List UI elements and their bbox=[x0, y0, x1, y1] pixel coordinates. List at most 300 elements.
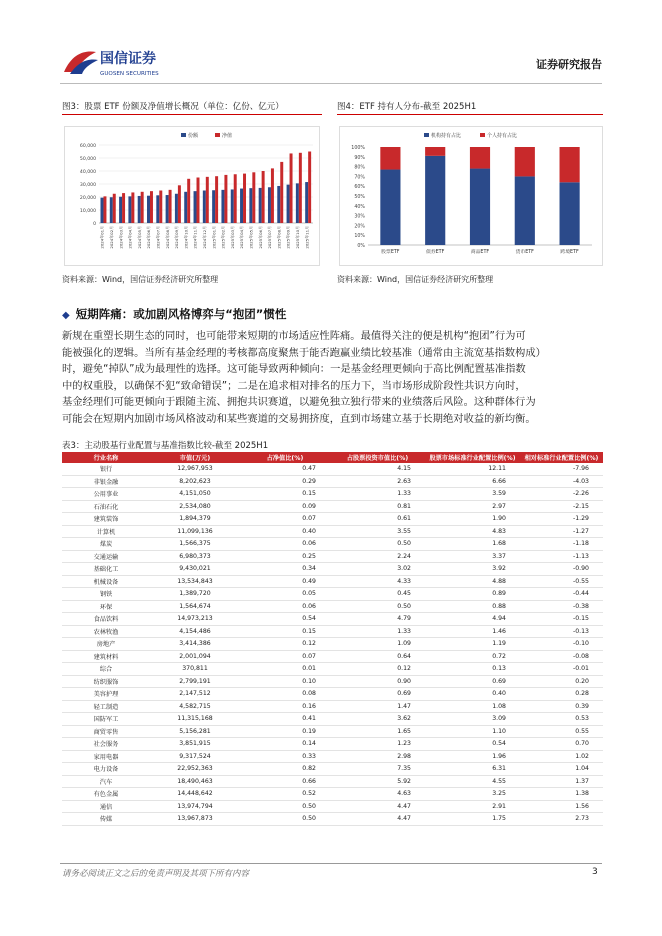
share-bar bbox=[305, 182, 308, 223]
institution-share-bar bbox=[515, 176, 535, 245]
value-cell: 14,448,642 bbox=[150, 788, 240, 801]
share-bar bbox=[184, 192, 187, 223]
value-cell: 4.79 bbox=[330, 613, 425, 626]
y-tick-label: 20% bbox=[354, 224, 365, 230]
legend-swatch bbox=[480, 133, 485, 137]
value-cell: 4.94 bbox=[425, 613, 520, 626]
value-cell: 1.33 bbox=[330, 625, 425, 638]
nav-bar bbox=[141, 192, 144, 223]
value-cell: 1,389,720 bbox=[150, 588, 240, 601]
table-row bbox=[62, 638, 603, 651]
value-cell: -0.44 bbox=[520, 588, 603, 601]
value-cell: 0.72 bbox=[425, 650, 520, 663]
value-cell: 0.39 bbox=[520, 700, 603, 713]
industry-name-cell: 环保 bbox=[62, 600, 150, 613]
x-tick-label: 2024年06月 bbox=[146, 226, 152, 249]
y-tick-label: 70% bbox=[354, 175, 365, 181]
x-tick-label: 2025年04月 bbox=[239, 226, 245, 249]
value-cell: -0.01 bbox=[520, 663, 603, 676]
table-row bbox=[62, 663, 603, 676]
value-cell: 2.73 bbox=[520, 813, 603, 826]
x-tick-label: 2025年09月 bbox=[285, 226, 291, 249]
table-title: 表3：主动股基行业配置与基准指数比较-截至 2025H1 bbox=[62, 441, 269, 451]
value-cell: 0.14 bbox=[240, 738, 330, 751]
value-cell: -0.13 bbox=[520, 625, 603, 638]
value-cell: 6.31 bbox=[425, 763, 520, 776]
col-header: 行业名称 bbox=[62, 452, 150, 463]
value-cell: 0.54 bbox=[240, 613, 330, 626]
value-cell: 3.25 bbox=[425, 788, 520, 801]
value-cell: 0.88 bbox=[425, 600, 520, 613]
value-cell: 1.08 bbox=[425, 700, 520, 713]
nav-bar bbox=[131, 192, 134, 223]
footer-divider bbox=[60, 863, 602, 864]
value-cell: 0.12 bbox=[240, 638, 330, 651]
value-cell: -0.90 bbox=[520, 563, 603, 576]
col-header: 市值(万元) bbox=[150, 452, 240, 463]
value-cell: 0.50 bbox=[240, 800, 330, 813]
value-cell: 0.07 bbox=[240, 513, 330, 526]
table-row bbox=[62, 688, 603, 701]
share-bar bbox=[166, 195, 169, 223]
x-tick-label: 2025年11月 bbox=[304, 226, 310, 249]
value-cell: 0.64 bbox=[330, 650, 425, 663]
value-cell: 0.53 bbox=[520, 713, 603, 726]
x-tick-label: 2025年03月 bbox=[229, 226, 235, 249]
table-row bbox=[62, 713, 603, 726]
y-tick-label: 80% bbox=[354, 165, 365, 171]
value-cell: 3,851,915 bbox=[150, 738, 240, 751]
y-tick-label: 40,000 bbox=[79, 170, 96, 175]
fig3-chart-frame bbox=[64, 126, 320, 266]
industry-name-cell: 汽车 bbox=[62, 775, 150, 788]
share-bar bbox=[259, 188, 262, 223]
value-cell: 4.63 bbox=[330, 788, 425, 801]
value-cell: 2,799,191 bbox=[150, 675, 240, 688]
value-cell: 1.37 bbox=[520, 775, 603, 788]
fig4-source: 资料来源：Wind，国信证券经济研究所整理 bbox=[337, 275, 494, 284]
share-bar bbox=[203, 191, 206, 224]
value-cell: 0.50 bbox=[240, 813, 330, 826]
nav-bar bbox=[262, 171, 265, 223]
industry-allocation-table bbox=[62, 452, 603, 826]
value-cell: 0.34 bbox=[240, 563, 330, 576]
brand-logo-mark bbox=[62, 44, 178, 80]
value-cell: -4.03 bbox=[520, 475, 603, 488]
x-tick-label: 2024年12月 bbox=[202, 226, 207, 249]
share-bar bbox=[147, 196, 150, 223]
industry-name-cell: 建筑材料 bbox=[62, 650, 150, 663]
table-row bbox=[62, 500, 603, 513]
value-cell: 22,952,363 bbox=[150, 763, 240, 776]
x-tick-label: 2024年02月 bbox=[108, 226, 114, 249]
value-cell: 0.16 bbox=[240, 700, 330, 713]
y-tick-label: 10% bbox=[354, 234, 365, 240]
industry-name-cell: 农林牧渔 bbox=[62, 625, 150, 638]
x-tick-label: 2025年08月 bbox=[276, 226, 282, 249]
table-row bbox=[62, 588, 603, 601]
institution-share-bar bbox=[470, 169, 490, 245]
value-cell: 13,974,794 bbox=[150, 800, 240, 813]
paragraph-line: 中的权重股，以确保不犯“致命错误”；二是在追求相对排名的压力下，当市场形成阶段性共识方向时， bbox=[62, 379, 526, 392]
col-header: 股票市场标准行业配置比例(%) bbox=[425, 452, 520, 463]
share-bar bbox=[287, 185, 290, 223]
value-cell: 3.62 bbox=[330, 713, 425, 726]
nav-bar bbox=[169, 190, 172, 223]
value-cell: 3.59 bbox=[425, 488, 520, 501]
share-bar bbox=[296, 183, 299, 223]
col-header: 相对标准行业配置比例(%) bbox=[520, 452, 603, 463]
value-cell: 13,967,873 bbox=[150, 813, 240, 826]
value-cell: 1,894,379 bbox=[150, 513, 240, 526]
value-cell: 4.83 bbox=[425, 525, 520, 538]
individual-share-bar bbox=[515, 147, 535, 176]
value-cell: 13,534,843 bbox=[150, 575, 240, 588]
value-cell: 4.15 bbox=[330, 463, 425, 475]
value-cell: 3.37 bbox=[425, 550, 520, 563]
share-bar bbox=[110, 197, 113, 223]
table-row bbox=[62, 550, 603, 563]
legend-swatch bbox=[181, 133, 186, 137]
table-row bbox=[62, 563, 603, 576]
fig3-title: 图3：股票 ETF 份额及净值增长概况（单位：亿份、亿元） bbox=[62, 102, 284, 112]
value-cell: 0.66 bbox=[240, 775, 330, 788]
value-cell: 1,564,674 bbox=[150, 600, 240, 613]
y-tick-label: 0% bbox=[357, 244, 365, 249]
paragraph-line: 可能会在短期内加剧市场风格波动和某些赛道的交易拥挤度，直到市场建立基于长期绝对收益的新均衡。 bbox=[62, 412, 536, 425]
table-row bbox=[62, 813, 603, 826]
value-cell: 0.12 bbox=[330, 663, 425, 676]
x-tick-label: 债券ETF bbox=[426, 250, 445, 255]
value-cell: 5,156,281 bbox=[150, 725, 240, 738]
value-cell: 1.09 bbox=[330, 638, 425, 651]
value-cell: 0.45 bbox=[330, 588, 425, 601]
fig4-chart-frame bbox=[339, 126, 603, 266]
industry-name-cell: 家用电器 bbox=[62, 750, 150, 763]
value-cell: 2,001,094 bbox=[150, 650, 240, 663]
y-tick-label: 50,000 bbox=[79, 157, 96, 162]
value-cell: 2.98 bbox=[330, 750, 425, 763]
table-header-row bbox=[62, 452, 603, 463]
industry-name-cell: 传媒 bbox=[62, 813, 150, 826]
value-cell: 0.70 bbox=[520, 738, 603, 751]
table-row bbox=[62, 800, 603, 813]
brand-name-en: GUOSEN SECURITIES bbox=[100, 71, 159, 77]
value-cell: 0.29 bbox=[240, 475, 330, 488]
table-row bbox=[62, 675, 603, 688]
y-tick-label: 0 bbox=[93, 222, 96, 227]
legend-label: 份额 bbox=[188, 133, 199, 139]
y-tick-label: 90% bbox=[354, 155, 365, 161]
value-cell: 0.49 bbox=[240, 575, 330, 588]
share-bar bbox=[119, 197, 122, 223]
table-row bbox=[62, 700, 603, 713]
nav-bar bbox=[150, 191, 153, 223]
industry-name-cell: 非银金融 bbox=[62, 475, 150, 488]
nav-bar bbox=[197, 178, 200, 224]
value-cell: -2.15 bbox=[520, 500, 603, 513]
value-cell: -2.26 bbox=[520, 488, 603, 501]
share-bar bbox=[194, 191, 197, 223]
institution-share-bar bbox=[425, 156, 445, 245]
industry-name-cell: 房地产 bbox=[62, 638, 150, 651]
x-tick-label: 2025年07月 bbox=[267, 226, 273, 249]
paragraph-line: 时，避免“掉队”成为最理性的选择。这可能导致两种倾向：一是基金经理更倾向于高比例配置基准指数 bbox=[62, 363, 526, 376]
x-tick-label: 跨境ETF bbox=[560, 250, 579, 255]
share-bar bbox=[212, 190, 215, 223]
value-cell: 1.90 bbox=[425, 513, 520, 526]
table-row bbox=[62, 575, 603, 588]
col-header: 占股票投资市值比(%) bbox=[330, 452, 425, 463]
value-cell: 0.05 bbox=[240, 588, 330, 601]
value-cell: 2,147,512 bbox=[150, 688, 240, 701]
value-cell: 0.54 bbox=[425, 738, 520, 751]
value-cell: 0.69 bbox=[330, 688, 425, 701]
nav-bar bbox=[271, 168, 274, 223]
table-row bbox=[62, 600, 603, 613]
table-row bbox=[62, 763, 603, 776]
share-bar bbox=[128, 196, 131, 223]
value-cell: 0.69 bbox=[425, 675, 520, 688]
footer-disclaimer: 请务必阅读正文之后的免责声明及其项下所有内容 bbox=[62, 869, 250, 879]
value-cell: 1.96 bbox=[425, 750, 520, 763]
share-bar bbox=[221, 190, 224, 223]
table-row bbox=[62, 613, 603, 626]
value-cell: 0.50 bbox=[330, 600, 425, 613]
value-cell: 4,582,715 bbox=[150, 700, 240, 713]
value-cell: 1.10 bbox=[425, 725, 520, 738]
nav-bar bbox=[159, 191, 162, 224]
value-cell: -0.15 bbox=[520, 613, 603, 626]
value-cell: 8,202,623 bbox=[150, 475, 240, 488]
individual-share-bar bbox=[425, 147, 445, 156]
table-row bbox=[62, 650, 603, 663]
x-tick-label: 2024年08月 bbox=[164, 226, 170, 249]
value-cell: 2.97 bbox=[425, 500, 520, 513]
industry-name-cell: 轻工制造 bbox=[62, 700, 150, 713]
value-cell: 1.02 bbox=[520, 750, 603, 763]
paragraph-line: 基金经理们可能更倾向于跟随主流、拥抱共识赛道，以避免独立独行带来的业绩落后风险。这种群体行为 bbox=[62, 396, 536, 409]
header-divider bbox=[60, 83, 602, 84]
value-cell: 0.20 bbox=[520, 675, 603, 688]
x-tick-label: 2024年10月 bbox=[183, 226, 189, 249]
value-cell: 1.68 bbox=[425, 538, 520, 551]
share-bar bbox=[277, 186, 280, 223]
nav-bar bbox=[113, 194, 116, 223]
x-tick-label: 2024年09月 bbox=[174, 226, 180, 249]
value-cell: -0.55 bbox=[520, 575, 603, 588]
brand-logo bbox=[62, 44, 178, 80]
x-tick-label: 2025年05月 bbox=[248, 226, 254, 249]
value-cell: 14,973,213 bbox=[150, 613, 240, 626]
table-row bbox=[62, 475, 603, 488]
value-cell: 0.55 bbox=[520, 725, 603, 738]
legend-swatch bbox=[215, 133, 220, 137]
industry-name-cell: 交通运输 bbox=[62, 550, 150, 563]
value-cell: 2.24 bbox=[330, 550, 425, 563]
value-cell: 0.61 bbox=[330, 513, 425, 526]
value-cell: 11,099,136 bbox=[150, 525, 240, 538]
value-cell: 1.56 bbox=[520, 800, 603, 813]
industry-name-cell: 计算机 bbox=[62, 525, 150, 538]
x-tick-label: 货币ETF bbox=[515, 250, 534, 255]
nav-bar bbox=[308, 152, 311, 224]
table-row bbox=[62, 538, 603, 551]
value-cell: 0.08 bbox=[240, 688, 330, 701]
nav-bar bbox=[178, 185, 181, 223]
value-cell: 0.40 bbox=[240, 525, 330, 538]
y-tick-label: 100% bbox=[351, 146, 365, 151]
col-header: 占净值比(%) bbox=[240, 452, 330, 463]
nav-bar bbox=[299, 153, 302, 223]
fig4-chart bbox=[340, 127, 602, 265]
industry-name-cell: 银行 bbox=[62, 463, 150, 475]
x-tick-label: 2024年07月 bbox=[155, 226, 161, 249]
value-cell: 0.52 bbox=[240, 788, 330, 801]
value-cell: 0.15 bbox=[240, 625, 330, 638]
x-tick-label: 2024年04月 bbox=[127, 226, 133, 249]
legend-label: 机构持有占比 bbox=[431, 133, 462, 139]
industry-name-cell: 综合 bbox=[62, 663, 150, 676]
value-cell: 12,967,953 bbox=[150, 463, 240, 475]
y-tick-label: 30% bbox=[354, 214, 365, 220]
industry-name-cell: 食品饮料 bbox=[62, 613, 150, 626]
table-row bbox=[62, 463, 603, 475]
industry-name-cell: 建筑装饰 bbox=[62, 513, 150, 526]
value-cell: 4.33 bbox=[330, 575, 425, 588]
y-tick-label: 40% bbox=[354, 204, 365, 210]
table-row bbox=[62, 750, 603, 763]
share-bar bbox=[268, 187, 271, 223]
value-cell: 6,980,373 bbox=[150, 550, 240, 563]
share-bar bbox=[240, 189, 243, 223]
value-cell: 4,151,050 bbox=[150, 488, 240, 501]
value-cell: 0.33 bbox=[240, 750, 330, 763]
value-cell: 2,534,080 bbox=[150, 500, 240, 513]
value-cell: 9,430,021 bbox=[150, 563, 240, 576]
legend-label: 净值 bbox=[222, 133, 233, 139]
industry-name-cell: 社会服务 bbox=[62, 738, 150, 751]
brand-name-cn: 国信证券 bbox=[100, 51, 156, 67]
industry-name-cell: 电力设备 bbox=[62, 763, 150, 776]
table-row bbox=[62, 738, 603, 751]
legend-label: 个人持有占比 bbox=[487, 133, 518, 139]
value-cell: 0.13 bbox=[425, 663, 520, 676]
individual-share-bar bbox=[380, 147, 400, 170]
institution-share-bar bbox=[380, 170, 400, 245]
table-row bbox=[62, 513, 603, 526]
value-cell: -0.08 bbox=[520, 650, 603, 663]
share-bar bbox=[249, 188, 252, 223]
y-tick-label: 50% bbox=[354, 195, 365, 200]
section-paragraph bbox=[62, 328, 602, 428]
nav-bar bbox=[290, 153, 293, 223]
paragraph-line: 新规在重塑长期生态的同时，也可能带来短期的市场适应性阵痛。最值得关注的便是机构“抱团”行为可 bbox=[62, 330, 526, 342]
value-cell: -0.38 bbox=[520, 600, 603, 613]
share-bar bbox=[231, 189, 234, 223]
value-cell: 0.01 bbox=[240, 663, 330, 676]
report-type: 证券研究报告 bbox=[536, 58, 602, 71]
section-heading bbox=[62, 306, 286, 322]
value-cell: 0.82 bbox=[240, 763, 330, 776]
x-tick-label: 2025年10月 bbox=[295, 225, 301, 249]
nav-bar bbox=[103, 196, 106, 223]
x-tick-label: 2024年05月 bbox=[136, 226, 142, 249]
section-heading-text: 短期阵痛：或加剧风格博弈与“抱团”惯性 bbox=[75, 307, 287, 321]
nav-bar bbox=[187, 179, 190, 223]
value-cell: 1.19 bbox=[425, 638, 520, 651]
industry-name-cell: 国防军工 bbox=[62, 713, 150, 726]
value-cell: 0.10 bbox=[240, 675, 330, 688]
value-cell: 1.38 bbox=[520, 788, 603, 801]
value-cell: 0.89 bbox=[425, 588, 520, 601]
x-tick-label: 2025年02月 bbox=[220, 226, 226, 249]
diamond-icon: ◆ bbox=[62, 310, 70, 321]
share-bar bbox=[175, 194, 178, 223]
table-row bbox=[62, 775, 603, 788]
fig3-title-rule bbox=[62, 114, 322, 115]
value-cell: 0.40 bbox=[425, 688, 520, 701]
y-tick-label: 60,000 bbox=[79, 144, 96, 149]
table-row bbox=[62, 525, 603, 538]
industry-name-cell: 煤炭 bbox=[62, 538, 150, 551]
table-row bbox=[62, 488, 603, 501]
y-tick-label: 10,000 bbox=[79, 209, 96, 214]
individual-share-bar bbox=[470, 147, 490, 169]
nav-bar bbox=[243, 174, 246, 223]
value-cell: -7.96 bbox=[520, 463, 603, 475]
value-cell: 3.02 bbox=[330, 563, 425, 576]
fig4-title-rule bbox=[337, 114, 603, 115]
legend-swatch bbox=[424, 133, 429, 137]
value-cell: 4,154,486 bbox=[150, 625, 240, 638]
fig4-title: 图4：ETF 持有人分布-截至 2025H1 bbox=[337, 102, 477, 112]
value-cell: -0.10 bbox=[520, 638, 603, 651]
value-cell: 1.47 bbox=[330, 700, 425, 713]
nav-bar bbox=[206, 177, 209, 223]
value-cell: 1.75 bbox=[425, 813, 520, 826]
value-cell: 2.91 bbox=[425, 800, 520, 813]
table-row bbox=[62, 788, 603, 801]
industry-name-cell: 石油石化 bbox=[62, 500, 150, 513]
value-cell: 11,315,168 bbox=[150, 713, 240, 726]
value-cell: 1.33 bbox=[330, 488, 425, 501]
table-row bbox=[62, 725, 603, 738]
nav-bar bbox=[252, 172, 255, 223]
value-cell: 3.55 bbox=[330, 525, 425, 538]
value-cell: 370,811 bbox=[150, 663, 240, 676]
industry-name-cell: 商贸零售 bbox=[62, 725, 150, 738]
x-tick-label: 2024年03月 bbox=[118, 226, 124, 249]
value-cell: -1.18 bbox=[520, 538, 603, 551]
fig3-chart bbox=[65, 127, 319, 265]
value-cell: 4.47 bbox=[330, 800, 425, 813]
share-bar bbox=[138, 196, 141, 223]
x-tick-label: 2024年01月 bbox=[99, 226, 105, 249]
industry-name-cell: 公用事业 bbox=[62, 488, 150, 501]
industry-name-cell: 钢铁 bbox=[62, 588, 150, 601]
nav-bar bbox=[234, 174, 237, 223]
value-cell: 12.11 bbox=[425, 463, 520, 475]
x-tick-label: 2024年11月 bbox=[192, 226, 198, 249]
value-cell: 3.09 bbox=[425, 713, 520, 726]
industry-name-cell: 纺织服饰 bbox=[62, 675, 150, 688]
value-cell: 4.55 bbox=[425, 775, 520, 788]
value-cell: 0.50 bbox=[330, 538, 425, 551]
value-cell: 3.92 bbox=[425, 563, 520, 576]
value-cell: 9,317,524 bbox=[150, 750, 240, 763]
value-cell: 3,414,386 bbox=[150, 638, 240, 651]
